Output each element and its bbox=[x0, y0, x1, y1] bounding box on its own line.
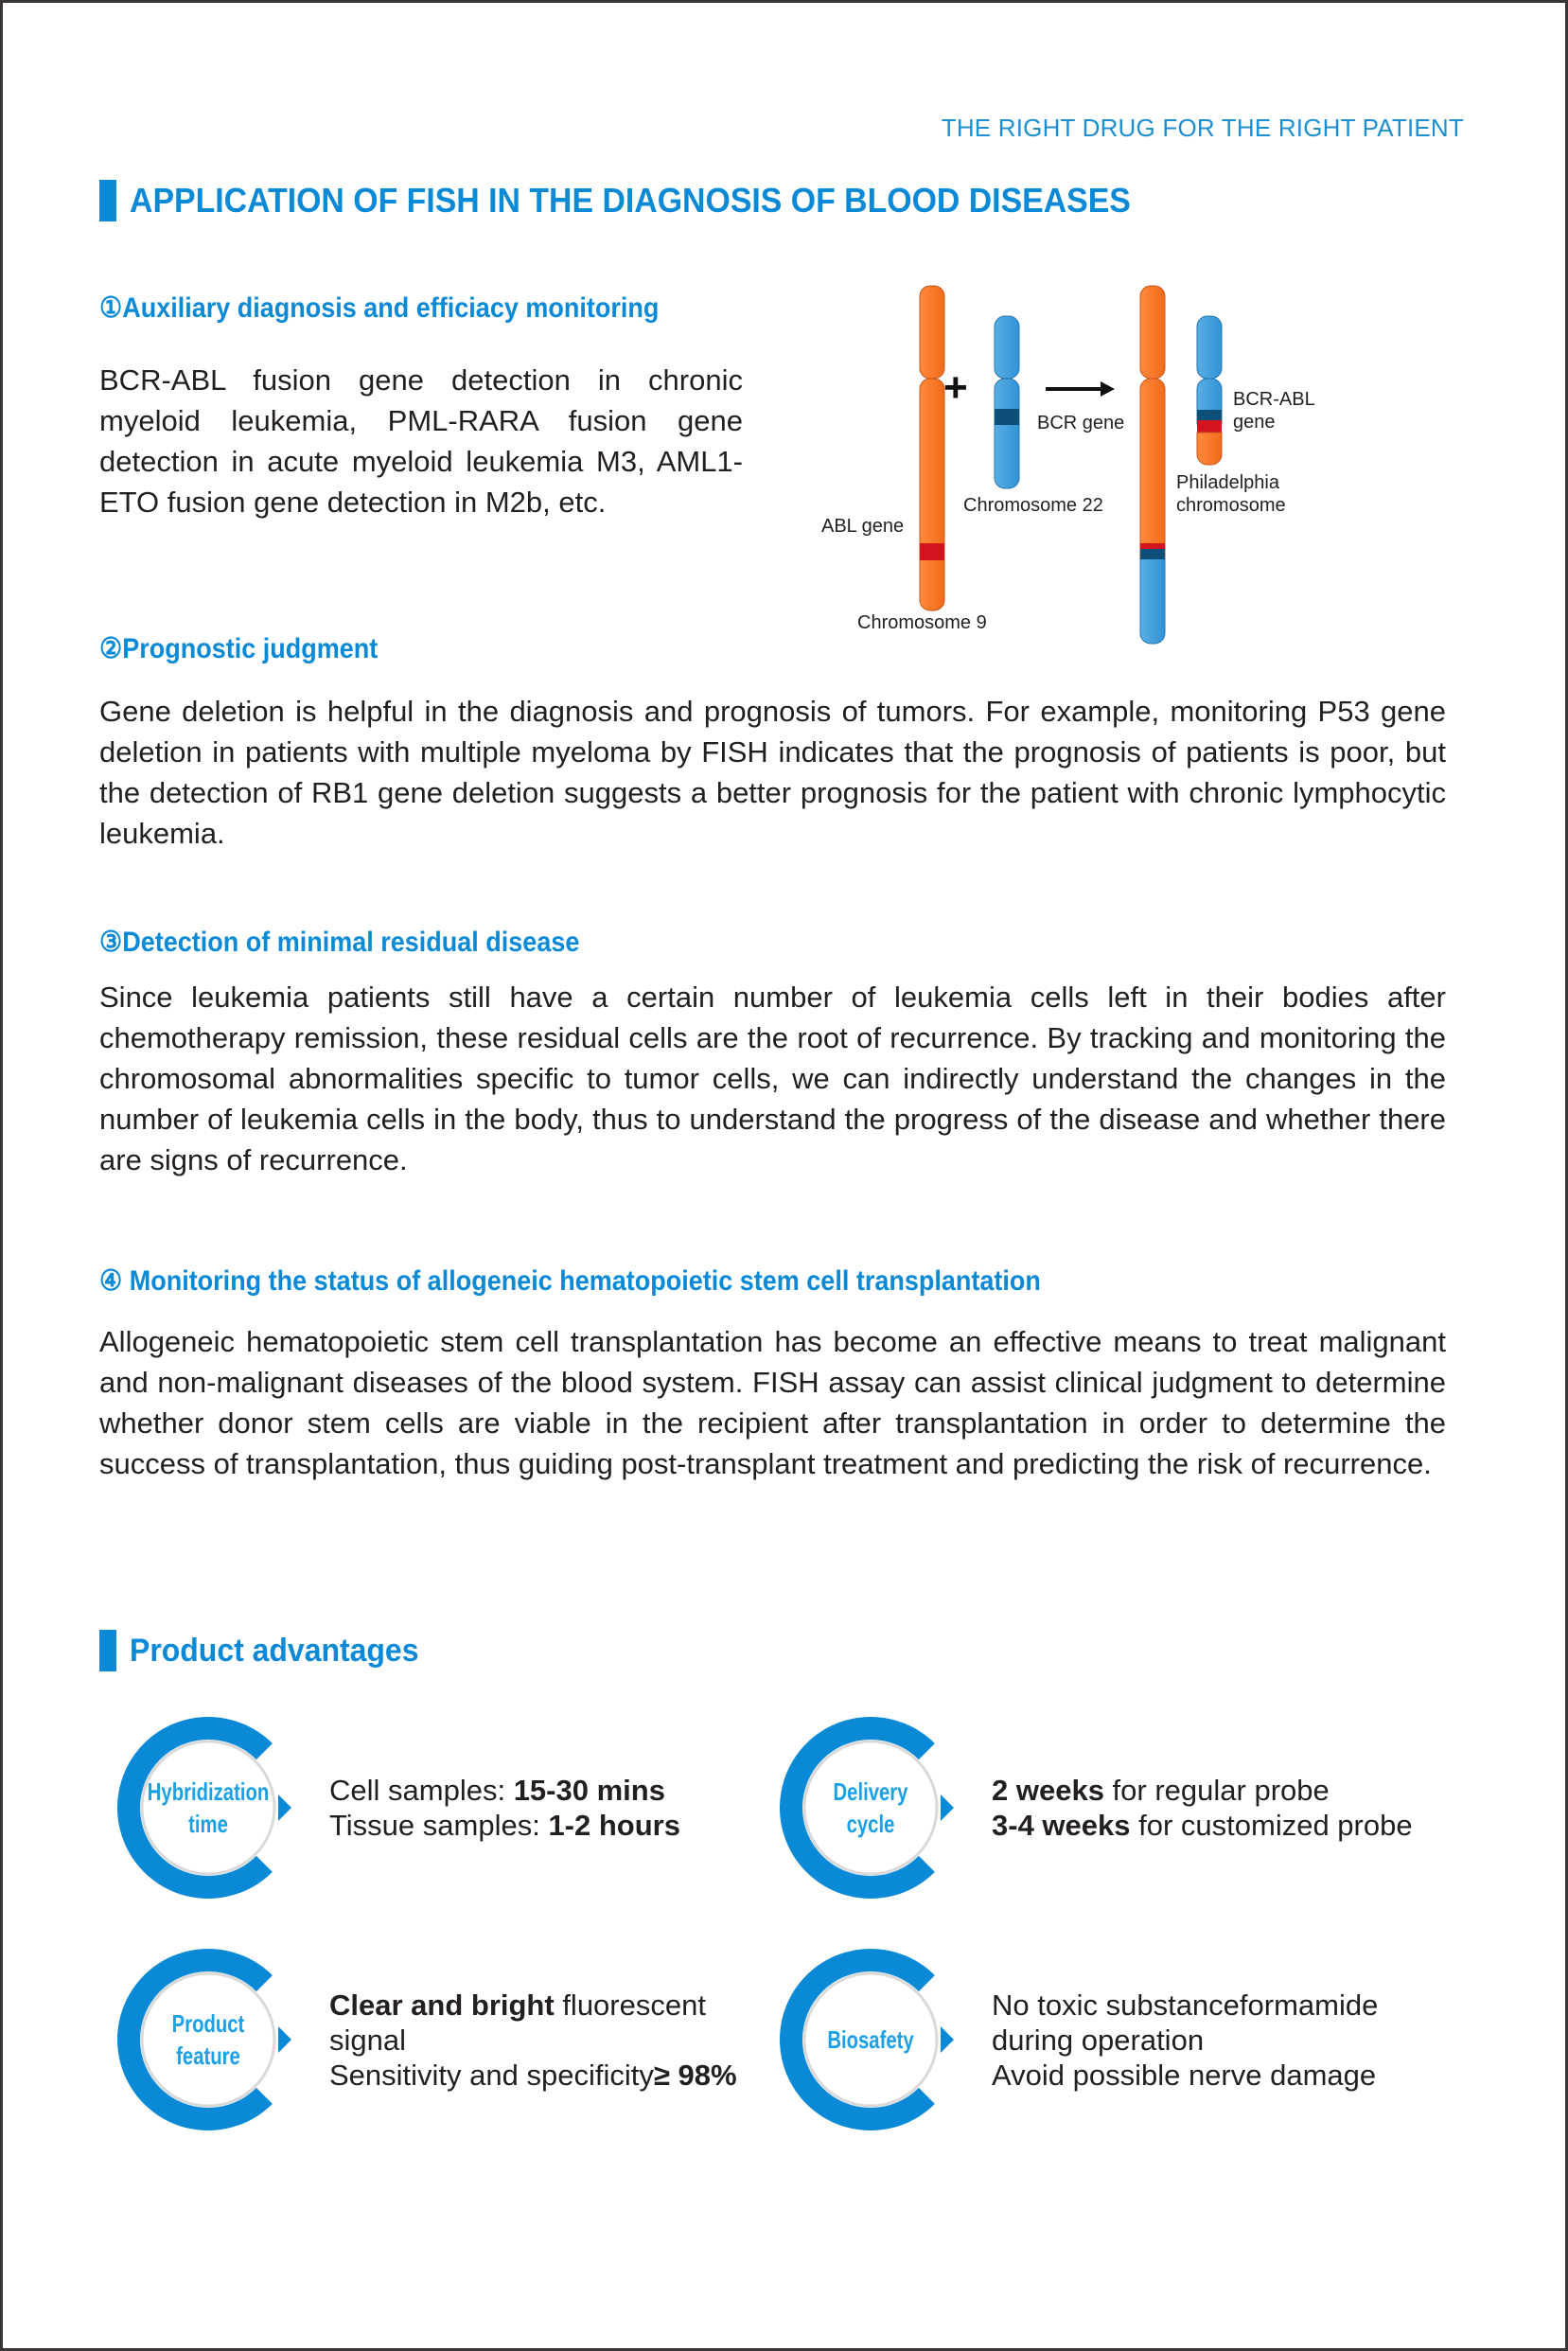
section-3-body: Since leukemia patients still have a certain number of leukemia cells left in their bodies after chemotherapy remission, these residual cells are the root of recurrence. By tracking and monitoring the chromosomal abnormalities specific to tumor cells, we can indirectly understand the changes in the number of leukemia cells in the body, thus to understand the progress of the disease and whether there are signs of recurrence. bbox=[99, 981, 1446, 1176]
advantage-text bbox=[329, 1773, 680, 1843]
badge-ring-icon bbox=[114, 1713, 303, 1902]
section-2-title bbox=[99, 632, 378, 665]
advantage-line: No toxic substanceformamide bbox=[992, 1988, 1379, 2022]
advantage-line: 3-4 weeks for customized probe bbox=[992, 1809, 1413, 1842]
chromosome-9-label: Chromosome 9 bbox=[857, 612, 987, 633]
advantage-line: Sensitivity and specificity≥ 98% bbox=[329, 2058, 737, 2092]
advantage-line: Avoid possible nerve damage bbox=[992, 2058, 1377, 2092]
section-title-text: Detection of minimal residual disease bbox=[122, 927, 580, 958]
chromosome-22 bbox=[995, 316, 1019, 488]
plus-sign: + bbox=[943, 364, 968, 411]
abl-gene-label: ABL gene bbox=[821, 516, 905, 537]
section-number: ③ bbox=[99, 927, 123, 958]
badge-label: Product bbox=[171, 2009, 245, 2038]
advantage-hybridization-time bbox=[114, 1713, 680, 1902]
advantage-delivery-cycle bbox=[776, 1713, 1413, 1902]
badge-label: time bbox=[188, 1810, 228, 1838]
advantage-text bbox=[329, 1988, 737, 2093]
philadelphia-label-line1: Philadelphia bbox=[1176, 472, 1279, 493]
advantage-line: 2 weeks for regular probe bbox=[992, 1774, 1330, 1807]
chromosome-9 bbox=[920, 286, 944, 610]
page-tagline: THE RIGHT DRUG FOR THE RIGHT PATIENT bbox=[941, 114, 1464, 142]
advantage-text bbox=[992, 1988, 1378, 2093]
badge-ring-icon bbox=[776, 1945, 965, 2134]
advantage-line: Clear and bright fluorescent bbox=[329, 1988, 706, 2022]
bcr-gene-label: BCR gene bbox=[1037, 413, 1125, 433]
badge-label: Delivery bbox=[833, 1777, 908, 1806]
advantages-heading-text: Product advantages bbox=[130, 1632, 419, 1669]
badge-label: Biosafety bbox=[827, 2025, 914, 2054]
philadelphia-label-line2: chromosome bbox=[1176, 495, 1286, 516]
badge-label: cycle bbox=[846, 1810, 895, 1838]
section-4-title bbox=[99, 1264, 1041, 1298]
section-2-body: Gene deletion is helpful in the diagnosis and prognosis of tumors. For example, monitoring P53 gene deletion in patients with multiple myeloma by FISH indicates that the prognosis of patients is poor, but the detection of RB1 gene deletion suggests a better prognosis for the patient with chronic lymphocytic leukemia. bbox=[99, 695, 1446, 850]
section-3-title bbox=[99, 926, 579, 959]
advantage-line: signal bbox=[329, 2023, 406, 2057]
section-1-title bbox=[99, 292, 659, 325]
section-4-body: Allogeneic hematopoietic stem cell transplantation has become an effective means to treat malignant and non-malignant diseases of the blood system. FISH assay can assist clinical judgment to determine whether donor stem cells are viable in the recipient after transplantation in order to determine the success of transplantation, thus guiding post-transplant treatment and predicting the risk of recurrence. bbox=[99, 1325, 1446, 1480]
badge-ring-icon bbox=[776, 1713, 965, 1902]
abl-gene-band bbox=[920, 543, 944, 560]
heading-accent-bar bbox=[99, 180, 116, 221]
heading-accent-bar bbox=[99, 1630, 116, 1671]
advantage-line: Cell samples: 15-30 mins bbox=[329, 1774, 665, 1807]
section-number: ④ bbox=[99, 1265, 123, 1297]
main-heading-text: APPLICATION OF FISH IN THE DIAGNOSIS OF BLOOD DISEASES bbox=[130, 181, 1131, 220]
section-title-text: Monitoring the status of allogeneic hematopoietic stem cell transplantation bbox=[122, 1265, 1041, 1297]
chromosome-22-label: Chromosome 22 bbox=[963, 495, 1103, 516]
advantage-text bbox=[992, 1773, 1413, 1843]
bcr-abl-gene-band bbox=[1197, 420, 1222, 433]
section-number: ② bbox=[99, 633, 123, 664]
badge-label: feature bbox=[176, 2042, 240, 2070]
badge-label: Hybridization bbox=[147, 1777, 270, 1806]
section-number: ① bbox=[99, 292, 123, 324]
section-title-text: Auxiliary diagnosis and efficiacy monitoring bbox=[122, 292, 660, 324]
advantages-heading bbox=[99, 1630, 437, 1671]
badge-ring-icon bbox=[114, 1945, 303, 2134]
section-1-body: BCR-ABL fusion gene detection in chronic myeloid leukemia, PML-RARA fusion gene detection in acute myeloid leukemia M3, AML1-ETO fusion gene detection in M2b, etc. bbox=[99, 363, 743, 519]
philadelphia-chromosome-diagram bbox=[814, 274, 1476, 653]
advantage-biosafety bbox=[776, 1945, 1378, 2134]
advantage-line: during operation bbox=[992, 2023, 1205, 2057]
bcr-abl-gene-label-line1: BCR-ABL bbox=[1233, 389, 1315, 410]
advantage-product-feature bbox=[114, 1945, 737, 2134]
advantage-line: Tissue samples: 1-2 hours bbox=[329, 1809, 680, 1842]
bcr-gene-band bbox=[995, 409, 1019, 425]
main-heading bbox=[99, 180, 1194, 221]
bcr-abl-gene-label-line2: gene bbox=[1233, 412, 1276, 433]
derivative-chromosome-9 bbox=[1140, 286, 1165, 644]
philadelphia-chromosome bbox=[1197, 316, 1222, 465]
section-title-text: Prognostic judgment bbox=[122, 633, 379, 664]
arrow-icon bbox=[1046, 381, 1115, 397]
